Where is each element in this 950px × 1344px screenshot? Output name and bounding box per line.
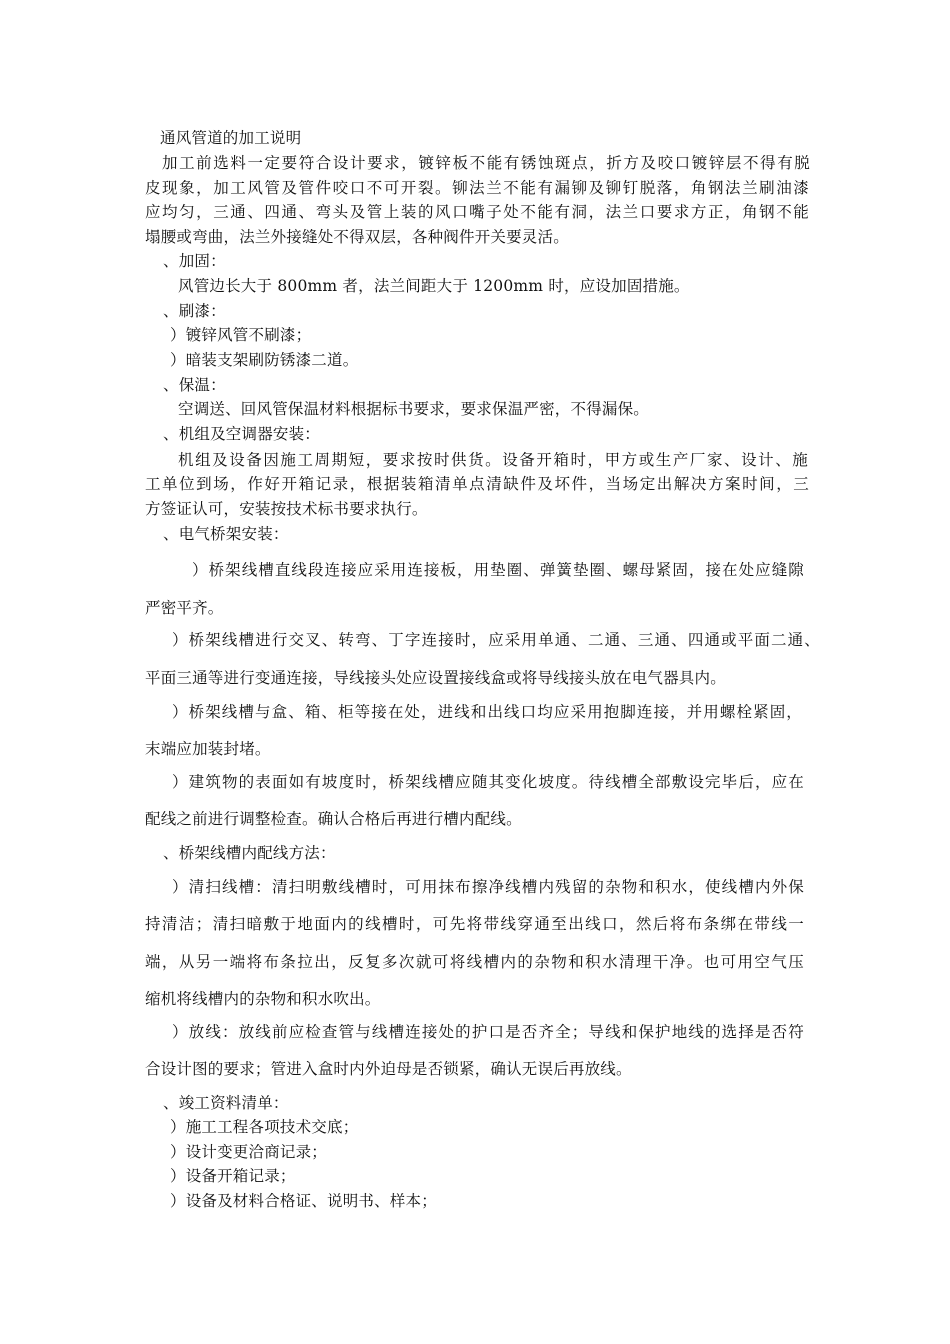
tray-paragraph-line: ）建筑物的表面如有坡度时，桥架线槽应随其变化坡度。待线槽全部敷设完毕后，应在 <box>172 773 804 791</box>
completion-item: ）设备及材料合格证、说明书、样本； <box>170 1192 437 1210</box>
wiring-paragraph-line: 合设计图的要求；管进入盒时内外迫母是否锁紧，确认无误后再放线。 <box>145 1060 632 1078</box>
completion-item: ）设计变更洽商记录； <box>170 1143 328 1161</box>
section-heading-reinforce: 、加固： <box>163 252 226 270</box>
tray-paragraph-line: ）桥架线槽与盒、箱、柜等接在处，进线和出线口均应采用抱脚连接，并用螺栓紧固， <box>172 703 802 721</box>
completion-item: ）设备开箱记录； <box>170 1167 296 1185</box>
section-heading-insulation: 、保温： <box>163 376 226 394</box>
completion-item: ）施工工程各项技术交底； <box>170 1118 359 1136</box>
tray-paragraph-line: ）桥架线槽直线段连接应采用连接板，用垫圈、弹簧垫圈、螺母紧固，接在处应缝隙 <box>192 561 804 579</box>
tray-paragraph-line: ）桥架线槽进行交叉、转弯、丁字连接时，应采用单通、二通、三通、四通或平面二通、 <box>172 631 820 649</box>
paint-item: ）镀锌风管不刷漆； <box>170 326 312 344</box>
wiring-paragraph-line: ）放线：放线前应检查管与线槽连接处的护口是否齐全；导线和保护地线的选择是否符 <box>172 1023 804 1041</box>
unit-line: 工单位到场，作好开箱记录，根据装箱清单点清缺件及坏件，当场定出解决方案时间，三 <box>145 475 809 493</box>
intro-line: 皮现象，加工风管及管件咬口不可开裂。铆法兰不能有漏铆及铆钉脱落，角钢法兰刷油漆 <box>145 179 809 197</box>
tray-paragraph-line: 平面三通等进行变通连接，导线接头处应设置接线盒或将导线接头放在电气器具内。 <box>145 669 726 687</box>
tray-paragraph-line: 末端应加装封堵。 <box>145 740 271 758</box>
tray-paragraph-line: 配线之前进行调整检查。确认合格后再进行槽内配线。 <box>145 810 522 828</box>
unit-line: 机组及设备因施工周期短，要求按时供货。设备开箱时，甲方或生产厂家、设计、施 <box>178 451 808 469</box>
section-heading-unit: 、机组及空调器安装： <box>163 425 321 443</box>
wiring-paragraph-line: ）清扫线槽：清扫明敷线槽时，可用抹布擦净线槽内残留的杂物和积水，使线槽内外保 <box>172 878 804 896</box>
section-heading-wiring: 、桥架线槽内配线方法： <box>163 844 336 862</box>
section-heading-completion: 、竣工资料清单： <box>163 1094 289 1112</box>
reinforce-text: 风管边长大于 800mm 者，法兰间距大于 1200mm 时，应设加固措施。 <box>178 277 690 295</box>
section-heading-tray: 、电气桥架安装： <box>163 525 289 543</box>
tray-paragraph-line: 严密平齐。 <box>145 599 224 617</box>
wiring-paragraph-line: 端，从另一端将布条拉出，反复多次就可将线槽内的杂物和积水清理干净。也可用空气压 <box>145 953 804 971</box>
document-title: 通风管道的加工说明 <box>160 129 302 147</box>
intro-line: 应均匀，三通、四通、弯头及管上装的风口嘴子处不能有洞，法兰口要求方正，角钢不能 <box>145 203 809 221</box>
intro-line: 加工前选料一定要符合设计要求，镀锌板不能有锈蚀斑点，折方及咬口镀锌层不得有脱 <box>162 154 810 172</box>
paint-item: ）暗装支架刷防锈漆二道。 <box>170 351 359 369</box>
section-heading-paint: 、刷漆： <box>163 302 226 320</box>
wiring-paragraph-line: 持清洁；清扫暗敷于地面内的线槽时，可先将带线穿通至出线口，然后将布条绑在带线一 <box>145 915 804 933</box>
wiring-paragraph-line: 缩机将线槽内的杂物和积水吹出。 <box>145 990 381 1008</box>
unit-line: 方签证认可，安装按技术标书要求执行。 <box>145 500 428 518</box>
intro-line: 塌腰或弯曲，法兰外接缝处不得双层，各种阀件开关要灵活。 <box>145 228 569 246</box>
insulation-text: 空调送、回风管保温材料根据标书要求，要求保温严密，不得漏保。 <box>178 400 650 418</box>
